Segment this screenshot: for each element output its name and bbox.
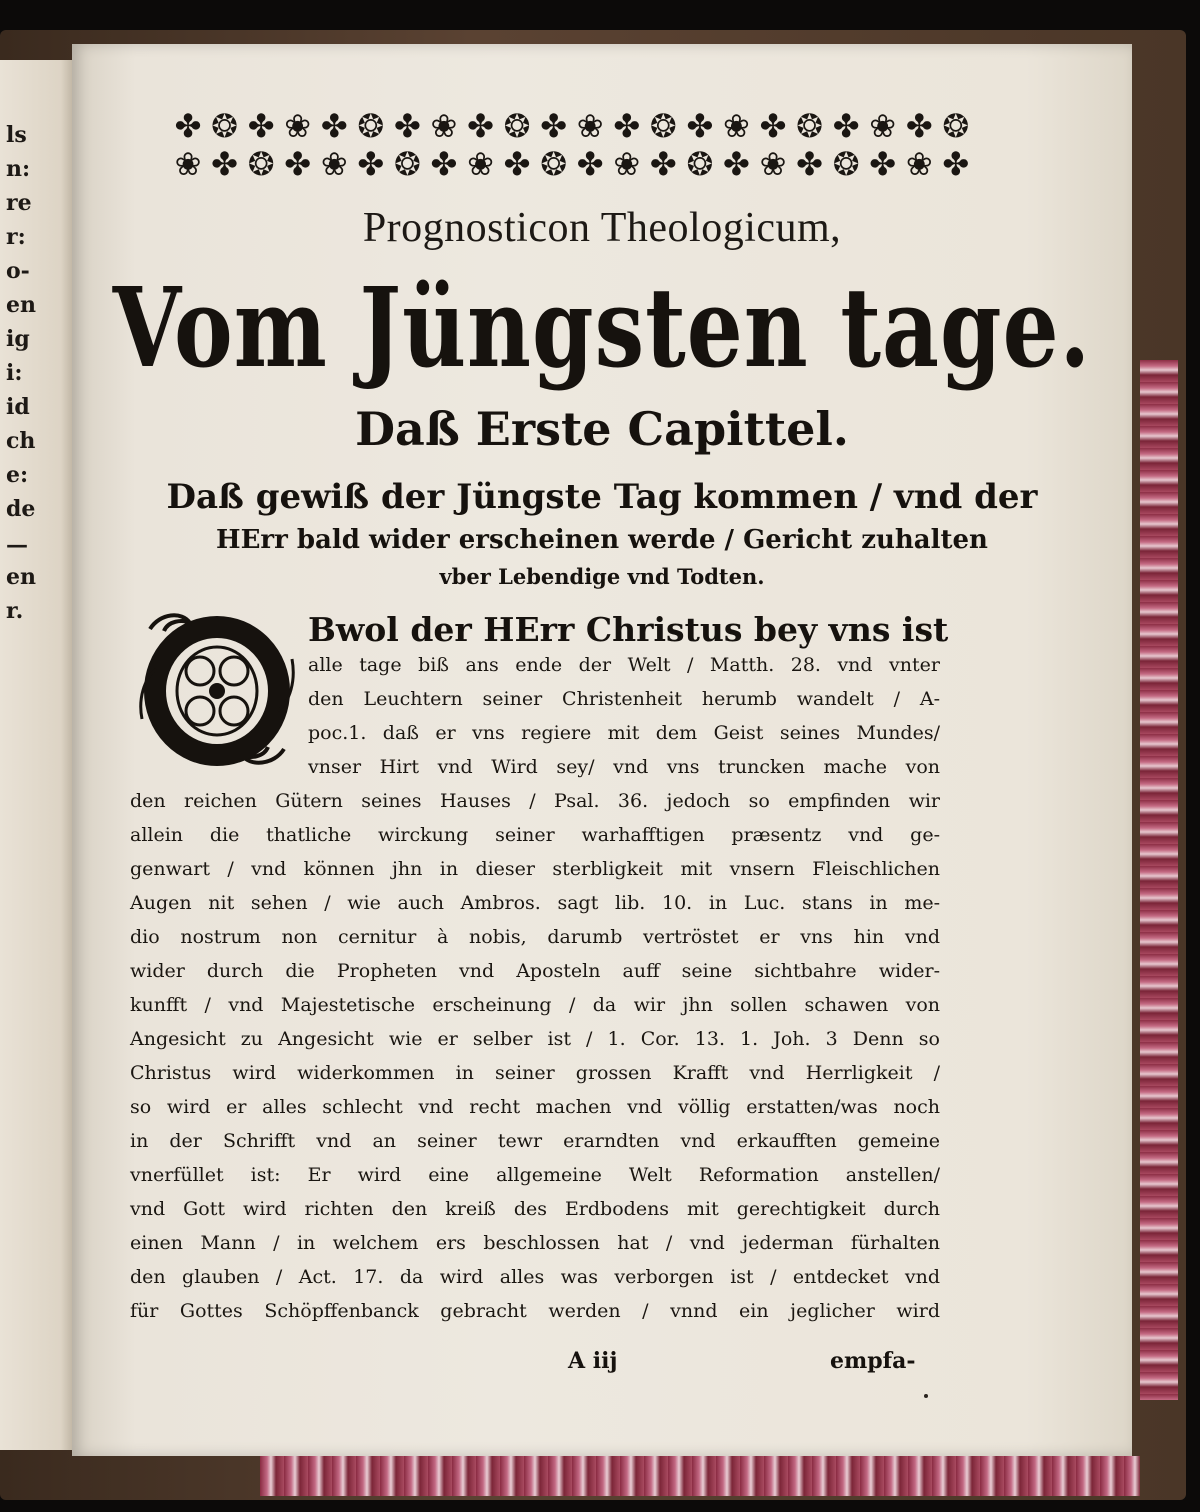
first-text-line: Bwol der HErr Christus bey vns ist [308,610,949,649]
text-line: den Leuchtern seiner Christenheit herumb wandelt / A- [308,688,940,710]
text-line: einen Mann / in welchem ers beschlossen hat / vnd jederman fürhalten [130,1232,940,1254]
ornament-border-bottom [172,144,972,184]
ornament-icon: ✤ [174,107,202,145]
left-page-fragment: o- [6,258,30,284]
ornament-icon: ❂ [357,107,385,145]
catchword: empfa- [830,1348,916,1374]
text-line: Christus wird widerkommen in seiner grossen Krafft vnd Herrligkeit / [130,1062,940,1084]
ornament-icon: ✤ [832,107,860,145]
text-line: allein die thatliche wirckung seiner warhafftigen præsentz vnd ge- [130,824,940,846]
ornament-icon: ❀ [430,107,458,145]
text-line: kunfft / vnd Majestetische erscheinung / da wir jhn sollen schawen von [130,994,940,1016]
left-page-fragment: en [6,292,36,318]
left-page-fragment: e: [6,462,29,488]
text-line: vnerfüllet ist: Er wird eine allgemeine Welt Reformation anstellen/ [130,1164,940,1186]
ornament-icon: ✤ [284,145,312,183]
text-line: dio nostrum non cernitur à nobis, darumb vertröstet er vns hin vnd [130,926,940,948]
text-line: Augen nit sehen / wie auch Ambros. sagt lib. 10. in Luc. stans in me- [130,892,940,914]
ornament-icon: ❀ [723,107,750,145]
ornament-icon: ✤ [576,145,604,183]
text-line: Angesicht zu Angesicht wie er selber ist / 1. Cor. 13. 1. Joh. 3 Denn so [130,1028,940,1050]
text-line: vnser Hirt vnd Wird sey/ vnd vns truncken mache von [308,756,940,778]
ornament-icon: ❀ [284,107,312,145]
ink-speck [924,1394,928,1398]
chapter-heading: Daß Erste Capittel. [355,402,849,456]
summary-line: Daß gewiß der Jüngste Tag kommen / vnd der [166,477,1038,517]
ornament-icon: ✤ [869,145,897,183]
ornament-icon: ❀ [613,145,641,183]
ornament-icon: ✤ [430,145,458,183]
left-page-fragment: re [6,190,32,216]
ornament-icon: ✤ [686,107,714,145]
ornament-icon: ❂ [247,145,275,183]
ornament-icon: ❂ [942,107,970,145]
left-page-fragment: de [6,496,36,522]
ornament-icon: ✤ [211,145,238,183]
text-line: poc.1. daß er vns regiere mit dem Geist seines Mundes/ [308,722,940,744]
left-page-fragment: — [6,532,28,558]
left-page-fragment: r. [6,598,24,624]
text-line: vnd Gott wird richten den kreiß des Erdbodens mit gerechtigkeit durch [130,1198,940,1220]
signature-mark: A iij [568,1348,618,1374]
ornament-border-top [172,106,972,146]
left-page-fragment: ch [6,428,36,454]
text-line: genwart / vnd können jhn in dieser sterbligkeit mit vnsern Fleischlichen [130,858,940,880]
left-page-fragment: ls [6,122,27,148]
ornament-icon: ✤ [540,107,568,145]
main-title: Vom Jüngsten tage. [112,262,1092,392]
left-page-fragment: en [6,564,36,590]
ornament-icon: ✤ [247,107,275,145]
ornament-icon: ❂ [393,145,421,183]
marbled-endpaper-bottom [260,1456,1140,1496]
text-line: in der Schrifft vnd an seiner tewr erarndten vnd erkaufften gemeine [130,1130,940,1152]
ornament-icon: ❀ [467,145,494,183]
summary-line: vber Lebendige vnd Todten. [439,564,765,589]
left-page-fragment: r: [6,224,26,250]
chapter-summary [122,474,1082,594]
text-line: alle tage biß ans ende der Welt / Matth. 28. vnd vnter [308,654,940,676]
text-line: für Gottes Schöpffenbanck gebracht werden / vnnd ein jeglicher wird [130,1300,940,1322]
ornament-icon: ❀ [576,107,604,145]
text-line: wider durch die Propheten vnd Aposteln auff seine sichtbahre wider- [130,960,940,982]
ornament-icon: ❂ [796,107,823,145]
ornament-icon: ✤ [357,145,385,183]
left-page-edge [0,60,76,1450]
text-line: den reichen Gütern seines Hauses / Psal. 36. jedoch so empfinden wir [130,790,940,812]
ornament-icon: ❂ [686,145,714,183]
latin-title: Prognosticon Theologicum, [362,205,842,251]
ornament-icon: ✤ [905,107,933,145]
ornament-icon: ❂ [211,107,238,145]
ornament-icon: ✤ [723,145,750,183]
ornament-icon: ❂ [649,107,677,145]
ornament-icon: ✤ [942,145,970,183]
text-line: so wird er alles schlecht vnd recht machen vnd völlig erstatten/was noch [130,1096,940,1118]
ornament-icon: ❀ [905,145,933,183]
ornament-icon: ❂ [503,107,531,145]
left-page-fragment: i: [6,360,23,386]
left-page-fragment: id [6,394,30,420]
ornament-icon: ❀ [759,145,787,183]
ornament-icon: ❀ [320,145,348,183]
summary-line: HErr bald wider erscheinen werde / Gericht zuhalten [216,525,988,555]
ornament-icon: ✤ [467,107,494,145]
decorated-initial-icon [138,609,296,769]
ornament-icon: ✤ [649,145,677,183]
ornament-icon: ❂ [832,145,860,183]
ornament-icon: ❀ [174,145,202,183]
ornament-icon: ✤ [796,145,823,183]
ornament-icon: ✤ [503,145,531,183]
svg-text:O: O [217,759,218,760]
ornament-icon: ✤ [320,107,348,145]
ornament-icon: ✤ [759,107,787,145]
marbled-endpaper-right [1140,360,1178,1400]
ornament-icon: ✤ [613,107,641,145]
text-line: den glauben / Act. 17. da wird alles was verborgen ist / entdecket vnd [130,1266,940,1288]
ornament-icon: ❀ [869,107,897,145]
left-page-fragment: n: [6,156,31,182]
ornament-icon: ❂ [540,145,568,183]
ornament-icon: ✤ [393,107,421,145]
book-page [72,44,1132,1456]
left-page-fragment: ig [6,326,30,352]
